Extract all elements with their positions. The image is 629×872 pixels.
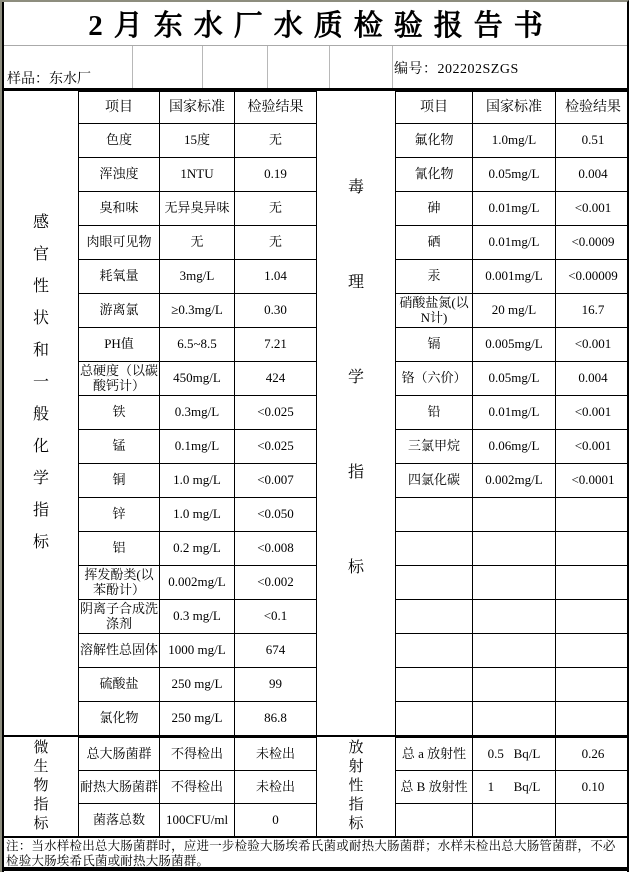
result-cell: 0.004 — [556, 362, 629, 396]
result-cell — [556, 498, 629, 532]
table-row — [396, 464, 629, 498]
table-row — [79, 532, 317, 566]
result-cell: 0.19 — [235, 158, 317, 192]
standard-cell: 0.1mg/L — [160, 430, 235, 464]
result-header: 检验结果 — [556, 92, 629, 124]
result-cell: 86.8 — [235, 702, 317, 736]
table-row — [396, 498, 629, 532]
item-cell: 砷 — [396, 192, 473, 226]
result-cell: 424 — [235, 362, 317, 396]
item-cell: 浑浊度 — [79, 158, 160, 192]
item-cell: 硒 — [396, 226, 473, 260]
standard-cell: 6.5~8.5 — [160, 328, 235, 362]
result-cell — [556, 668, 629, 702]
report-title: 2月东水厂水质检验报告书 — [4, 2, 627, 46]
table-row — [396, 668, 629, 702]
table-row — [79, 328, 317, 362]
table-row — [396, 192, 629, 226]
result-cell — [556, 566, 629, 600]
item-cell: 三氯甲烷 — [396, 430, 473, 464]
item-cell — [396, 668, 473, 702]
standard-cell: 1.0 mg/L — [160, 464, 235, 498]
item-cell: 总大肠菌群 — [79, 738, 160, 771]
footnote: 注：当水样检出总大肠菌群时，应进一步检验大肠埃希氏菌或耐热大肠菌群；水样未检出总大肠管菌群，不必检验大肠埃希氏菌或耐热大肠菌群。 — [4, 838, 627, 871]
vertical-label-char: 标 — [348, 816, 364, 832]
result-cell: <0.001 — [556, 328, 629, 362]
vertical-label-char: 性 — [32, 278, 49, 295]
standard-cell: 0.01mg/L — [473, 396, 556, 430]
item-cell: 锌 — [79, 498, 160, 532]
table-row — [79, 566, 317, 600]
result-cell: <0.0001 — [556, 464, 629, 498]
item-cell — [396, 532, 473, 566]
result-cell: <0.007 — [235, 464, 317, 498]
table-row — [79, 702, 317, 736]
result-cell: 未检出 — [235, 738, 317, 771]
vertical-label-char: 物 — [33, 778, 49, 794]
item-cell: 氰化物 — [396, 158, 473, 192]
result-cell: 0.26 — [556, 738, 629, 771]
standard-header: 国家标准 — [473, 92, 556, 124]
table-row — [396, 634, 629, 668]
item-cell — [396, 634, 473, 668]
microbiology-table — [78, 737, 317, 837]
table-row — [79, 294, 317, 328]
item-cell: 溶解性总固体 — [79, 634, 160, 668]
standard-cell: 0.001mg/L — [473, 260, 556, 294]
result-header: 检验结果 — [235, 92, 317, 124]
vertical-label-char: 生 — [33, 759, 49, 775]
result-cell: <0.025 — [235, 430, 317, 464]
table-row — [79, 634, 317, 668]
table-row — [396, 566, 629, 600]
table-row — [396, 362, 629, 396]
vertical-label-char: 化 — [32, 438, 49, 455]
result-cell: 99 — [235, 668, 317, 702]
vertical-label-char: 和 — [32, 342, 49, 359]
grid-line — [329, 46, 330, 88]
item-cell: 游离氯 — [79, 294, 160, 328]
vertical-label-char: 学 — [32, 470, 49, 487]
table-row — [79, 738, 317, 771]
item-cell: 铅 — [396, 396, 473, 430]
table-row — [79, 260, 317, 294]
standard-cell: 不得检出 — [160, 738, 235, 771]
vertical-label-char: 指 — [348, 797, 364, 813]
standard-cell: 0.3mg/L — [160, 396, 235, 430]
item-cell: 硫酸盐 — [79, 668, 160, 702]
grid-line — [267, 46, 268, 88]
result-cell: 16.7 — [556, 294, 629, 328]
item-cell: 汞 — [396, 260, 473, 294]
table-row — [396, 738, 629, 771]
result-cell: 无 — [235, 124, 317, 158]
result-cell: 0.51 — [556, 124, 629, 158]
standard-cell: 3mg/L — [160, 260, 235, 294]
result-cell — [556, 804, 629, 837]
item-cell: 总硬度（以碳酸钙计） — [79, 362, 160, 396]
table-row — [79, 124, 317, 158]
report-number: 编号：202202SZGS — [394, 62, 519, 77]
item-cell: 铜 — [79, 464, 160, 498]
vertical-label-char: 微 — [33, 740, 49, 756]
result-cell: 1.04 — [235, 260, 317, 294]
item-cell: 铝 — [79, 532, 160, 566]
standard-cell: 0.5 Bq/L — [473, 738, 556, 771]
standard-cell — [473, 668, 556, 702]
item-cell: 肉眼可见物 — [79, 226, 160, 260]
result-cell: 0.30 — [235, 294, 317, 328]
standard-cell: 0.01mg/L — [473, 226, 556, 260]
result-cell — [556, 532, 629, 566]
standard-cell: 0.002mg/L — [160, 566, 235, 600]
item-cell — [396, 804, 473, 837]
item-cell: 铁 — [79, 396, 160, 430]
standard-cell: 0.3 mg/L — [160, 600, 235, 634]
table-row — [79, 804, 317, 837]
item-cell — [396, 498, 473, 532]
table-row — [396, 702, 629, 736]
table-row — [396, 600, 629, 634]
result-cell: <0.001 — [556, 396, 629, 430]
vertical-label-char: 性 — [348, 778, 364, 794]
table-row — [396, 124, 629, 158]
result-cell: <0.001 — [556, 192, 629, 226]
standard-cell — [473, 498, 556, 532]
standard-cell: 0.06mg/L — [473, 430, 556, 464]
table-row — [79, 498, 317, 532]
item-cell: 耐热大肠菌群 — [79, 771, 160, 804]
standard-cell — [473, 634, 556, 668]
table-row — [79, 600, 317, 634]
table-row — [79, 362, 317, 396]
radioactivity-section-label — [317, 737, 395, 836]
sensory-chemical-section-label — [4, 91, 78, 735]
result-cell: 无 — [235, 192, 317, 226]
vertical-label-char: 般 — [32, 406, 49, 423]
standard-cell: 0.002mg/L — [473, 464, 556, 498]
sensory-chemical-table — [78, 91, 317, 736]
result-cell: 0 — [235, 804, 317, 837]
item-cell: 色度 — [79, 124, 160, 158]
result-cell: <0.00009 — [556, 260, 629, 294]
result-cell: 无 — [235, 226, 317, 260]
table-row — [396, 158, 629, 192]
item-cell: 锰 — [79, 430, 160, 464]
standard-cell: 0.2 mg/L — [160, 532, 235, 566]
table-row — [79, 226, 317, 260]
vertical-label-char: 指 — [33, 797, 49, 813]
result-cell: <0.001 — [556, 430, 629, 464]
standard-header: 国家标准 — [160, 92, 235, 124]
vertical-label-char: 官 — [32, 246, 49, 263]
standard-cell: 0.005mg/L — [473, 328, 556, 362]
vertical-label-char: 理 — [347, 274, 364, 291]
result-cell: <0.1 — [235, 600, 317, 634]
grid-line — [202, 46, 203, 88]
item-cell: 氟化物 — [396, 124, 473, 158]
item-cell: 硝酸盐氮(以N计) — [396, 294, 473, 328]
item-cell — [396, 702, 473, 736]
standard-cell: 0.05mg/L — [473, 362, 556, 396]
item-cell: 挥发酚类(以苯酚计） — [79, 566, 160, 600]
standard-cell: 250 mg/L — [160, 668, 235, 702]
sample-label: 样品：东水厂 — [7, 72, 91, 87]
standard-cell: ≥0.3mg/L — [160, 294, 235, 328]
standard-cell — [473, 532, 556, 566]
result-cell: 未检出 — [235, 771, 317, 804]
table-row — [396, 430, 629, 464]
result-cell — [556, 600, 629, 634]
toxicology-table — [395, 91, 629, 736]
toxicology-section-label — [317, 91, 395, 735]
item-cell: 氯化物 — [79, 702, 160, 736]
microbiology-section-label — [4, 737, 78, 836]
vertical-label-char: 标 — [33, 816, 49, 832]
result-cell: <0.025 — [235, 396, 317, 430]
vertical-label-char: 射 — [348, 759, 364, 775]
vertical-label-char: 放 — [348, 740, 364, 756]
vertical-label-char: 状 — [32, 310, 49, 327]
standard-cell: 20 mg/L — [473, 294, 556, 328]
vertical-label-char: 毒 — [347, 179, 364, 196]
vertical-label-char: 指 — [347, 464, 364, 481]
radioactivity-table — [395, 737, 629, 837]
vertical-label-char: 学 — [347, 369, 364, 386]
item-cell: 总 a 放射性 — [396, 738, 473, 771]
standard-cell: 1000 mg/L — [160, 634, 235, 668]
table-header-row — [79, 92, 317, 124]
main-indicator-section — [4, 91, 627, 737]
table-header-row — [396, 92, 629, 124]
report-table-frame — [2, 2, 627, 872]
grid-line — [132, 46, 133, 88]
standard-cell — [473, 566, 556, 600]
item-cell: 镉 — [396, 328, 473, 362]
table-row — [396, 396, 629, 430]
standard-cell — [473, 600, 556, 634]
standard-cell: 无异臭异味 — [160, 192, 235, 226]
result-cell: <0.002 — [235, 566, 317, 600]
item-cell: 菌落总数 — [79, 804, 160, 837]
item-header: 项目 — [396, 92, 473, 124]
result-cell: <0.0009 — [556, 226, 629, 260]
item-cell: 铬（六价） — [396, 362, 473, 396]
result-cell: <0.008 — [235, 532, 317, 566]
standard-cell: 0.01mg/L — [473, 192, 556, 226]
vertical-label-char: 指 — [32, 502, 49, 519]
standard-cell: 1.0mg/L — [473, 124, 556, 158]
info-row — [4, 46, 627, 91]
standard-cell: 100CFU/ml — [160, 804, 235, 837]
result-cell: 0.10 — [556, 771, 629, 804]
table-row — [396, 532, 629, 566]
standard-cell: 1.0 mg/L — [160, 498, 235, 532]
table-row — [396, 294, 629, 328]
standard-cell: 0.05mg/L — [473, 158, 556, 192]
standard-cell: 不得检出 — [160, 771, 235, 804]
item-header: 项目 — [79, 92, 160, 124]
result-cell: 7.21 — [235, 328, 317, 362]
item-cell: 阴离子合成洗涤剂 — [79, 600, 160, 634]
result-cell — [556, 702, 629, 736]
item-cell: PH值 — [79, 328, 160, 362]
vertical-label-char: 标 — [32, 534, 49, 551]
result-cell: 0.004 — [556, 158, 629, 192]
item-cell: 臭和味 — [79, 192, 160, 226]
table-row — [79, 668, 317, 702]
bottom-indicator-section — [4, 737, 627, 838]
standard-cell: 450mg/L — [160, 362, 235, 396]
standard-cell: 250 mg/L — [160, 702, 235, 736]
result-cell — [556, 634, 629, 668]
table-row — [396, 771, 629, 804]
table-row — [396, 260, 629, 294]
table-row — [79, 464, 317, 498]
table-row — [79, 192, 317, 226]
standard-cell — [473, 804, 556, 837]
table-row — [79, 158, 317, 192]
vertical-label-char: 标 — [347, 559, 364, 576]
table-row — [396, 328, 629, 362]
item-cell — [396, 566, 473, 600]
item-cell: 耗氧量 — [79, 260, 160, 294]
item-cell: 四氯化碳 — [396, 464, 473, 498]
item-cell — [396, 600, 473, 634]
table-row — [79, 771, 317, 804]
vertical-label-char: 感 — [32, 214, 49, 231]
result-cell: <0.050 — [235, 498, 317, 532]
grid-line — [392, 46, 393, 88]
standard-cell: 1NTU — [160, 158, 235, 192]
item-cell: 总 B 放射性 — [396, 771, 473, 804]
table-row — [79, 396, 317, 430]
table-row — [79, 430, 317, 464]
table-row — [396, 226, 629, 260]
standard-cell: 无 — [160, 226, 235, 260]
standard-cell: 1 Bq/L — [473, 771, 556, 804]
standard-cell — [473, 702, 556, 736]
result-cell: 674 — [235, 634, 317, 668]
table-row — [396, 804, 629, 837]
vertical-label-char: 一 — [32, 374, 49, 391]
standard-cell: 15度 — [160, 124, 235, 158]
